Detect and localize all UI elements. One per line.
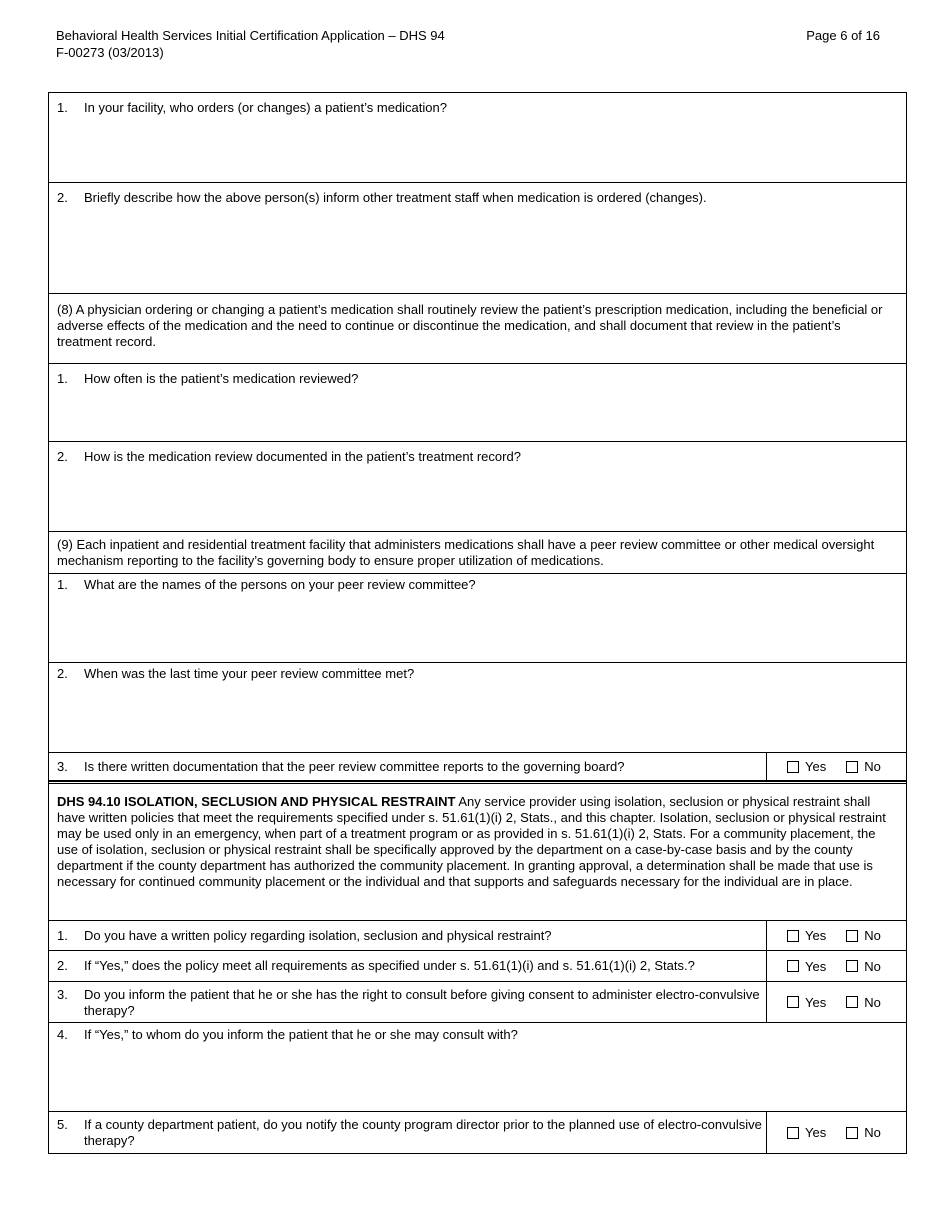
yes-checkbox[interactable] xyxy=(787,960,799,972)
question-number: 3. xyxy=(57,987,68,1002)
question-policy-requirements xyxy=(49,951,906,982)
no-label: No xyxy=(864,928,881,943)
question-committee-names[interactable] xyxy=(49,574,906,663)
section-9-paragraph: (9) Each inpatient and residential treatment facility that administers medications shall have a peer review committee or other medical oversight mechanism reporting to the facility’s governing body to ensure proper utilization of medications. xyxy=(57,537,875,568)
yes-label: Yes xyxy=(805,759,827,774)
section-body: Any service provider using isolation, seclusion or physical restraint shall have written policies that meet the requirements specified under s. 51.61(1)(i) 2, Stats., and this chapter. Isolation, seclusion or physical restraint may be used only in an emergency, when part of a treatment program or as provided in s. 51.61(1)(i) 2, Stats. For a community placement, the use of isolation, seclusion or physical restraint shall be specifically approved by the department on a case-by-case basis and by the county department if the county department has authorized the community placement. In granting approval, a determination shall be made that use is necessary for continued community placement or the individual and that supports and safeguards necessary for the individual are in place. xyxy=(57,794,886,889)
question-number: 1. xyxy=(57,100,68,115)
question-text: When was the last time your peer review committee met? xyxy=(84,666,415,681)
question-text: Do you inform the patient that he or she has the right to consult before giving consent to administer electro-convulsive therapy? xyxy=(84,987,760,1018)
question-number: 2. xyxy=(57,190,68,205)
section-8-paragraph: (8) A physician ordering or changing a patient’s medication shall routinely review the patient’s prescription medication, including the beneficial or adverse effects of the medication and the need to continue or discontinue the medication, and shall document that review in the patient’s treatment record. xyxy=(57,302,883,349)
question-number: 2. xyxy=(57,666,68,681)
form-title: Behavioral Health Services Initial Certification Application – DHS 94 xyxy=(56,28,445,43)
yes-checkbox[interactable] xyxy=(787,996,799,1008)
yes-label: Yes xyxy=(805,928,827,943)
yes-checkbox[interactable] xyxy=(787,1127,799,1139)
no-label: No xyxy=(864,958,881,974)
question-number: 2. xyxy=(57,958,68,973)
question-review-documented[interactable] xyxy=(49,442,906,532)
section-8-text xyxy=(49,294,906,364)
no-checkbox[interactable] xyxy=(846,960,858,972)
no-label: No xyxy=(864,759,881,774)
question-written-policy xyxy=(49,921,906,951)
yes-label: Yes xyxy=(805,1125,827,1140)
question-review-frequency[interactable] xyxy=(49,364,906,442)
document-header xyxy=(56,27,445,61)
question-number: 4. xyxy=(57,1027,68,1042)
yes-checkbox[interactable] xyxy=(787,930,799,942)
no-checkbox[interactable] xyxy=(846,761,858,773)
question-text: If “Yes,” to whom do you inform the patient that he or she may consult with? xyxy=(84,1027,518,1042)
question-inform-staff[interactable] xyxy=(49,183,906,294)
no-label: No xyxy=(864,994,881,1010)
yes-label: Yes xyxy=(805,958,827,974)
question-right-to-consult xyxy=(49,982,906,1023)
question-text: Do you have a written policy regarding isolation, seclusion and physical restraint? xyxy=(84,928,552,943)
form-table xyxy=(48,92,907,1154)
question-text: What are the names of the persons on your peer review committee? xyxy=(84,577,476,592)
question-text: If a county department patient, do you notify the county program director prior to the planned use of electro-convulsive therapy? xyxy=(84,1117,762,1148)
section-9410-paragraph xyxy=(49,784,906,890)
question-consult-with[interactable] xyxy=(49,1023,906,1112)
yes-label: Yes xyxy=(805,994,827,1010)
question-number: 2. xyxy=(57,449,68,464)
section-heading: DHS 94.10 ISOLATION, SECLUSION AND PHYSICAL RESTRAINT xyxy=(57,794,456,809)
question-text: How often is the patient’s medication reviewed? xyxy=(84,371,359,386)
question-who-orders-medication[interactable] xyxy=(49,93,906,183)
question-committee-last-met[interactable] xyxy=(49,663,906,753)
question-number: 1. xyxy=(57,577,68,592)
question-number: 3. xyxy=(57,759,68,774)
section-9-text xyxy=(49,532,906,574)
question-number: 1. xyxy=(57,928,68,943)
question-text: If “Yes,” does the policy meet all requirements as specified under s. 51.61(1)(i) and s. 51.61(1)(i) 2, Stats.? xyxy=(84,958,695,973)
question-text: How is the medication review documented in the patient’s treatment record? xyxy=(84,449,521,464)
question-text: Is there written documentation that the peer review committee reports to the governing board? xyxy=(84,759,625,774)
question-text: Briefly describe how the above person(s) inform other treatment staff when medication is ordered (changes). xyxy=(84,190,707,205)
question-notify-director xyxy=(49,1112,906,1153)
question-number: 1. xyxy=(57,371,68,386)
no-checkbox[interactable] xyxy=(846,1127,858,1139)
no-checkbox[interactable] xyxy=(846,996,858,1008)
question-text: In your facility, who orders (or changes) a patient’s medication? xyxy=(84,100,447,115)
section-9410-text xyxy=(49,784,906,921)
question-number: 5. xyxy=(57,1117,68,1132)
no-checkbox[interactable] xyxy=(846,930,858,942)
page-number: Page 6 of 16 xyxy=(806,28,880,43)
question-written-documentation xyxy=(49,753,906,780)
form-code: F-00273 (03/2013) xyxy=(56,45,164,60)
no-label: No xyxy=(864,1125,881,1140)
yes-checkbox[interactable] xyxy=(787,761,799,773)
